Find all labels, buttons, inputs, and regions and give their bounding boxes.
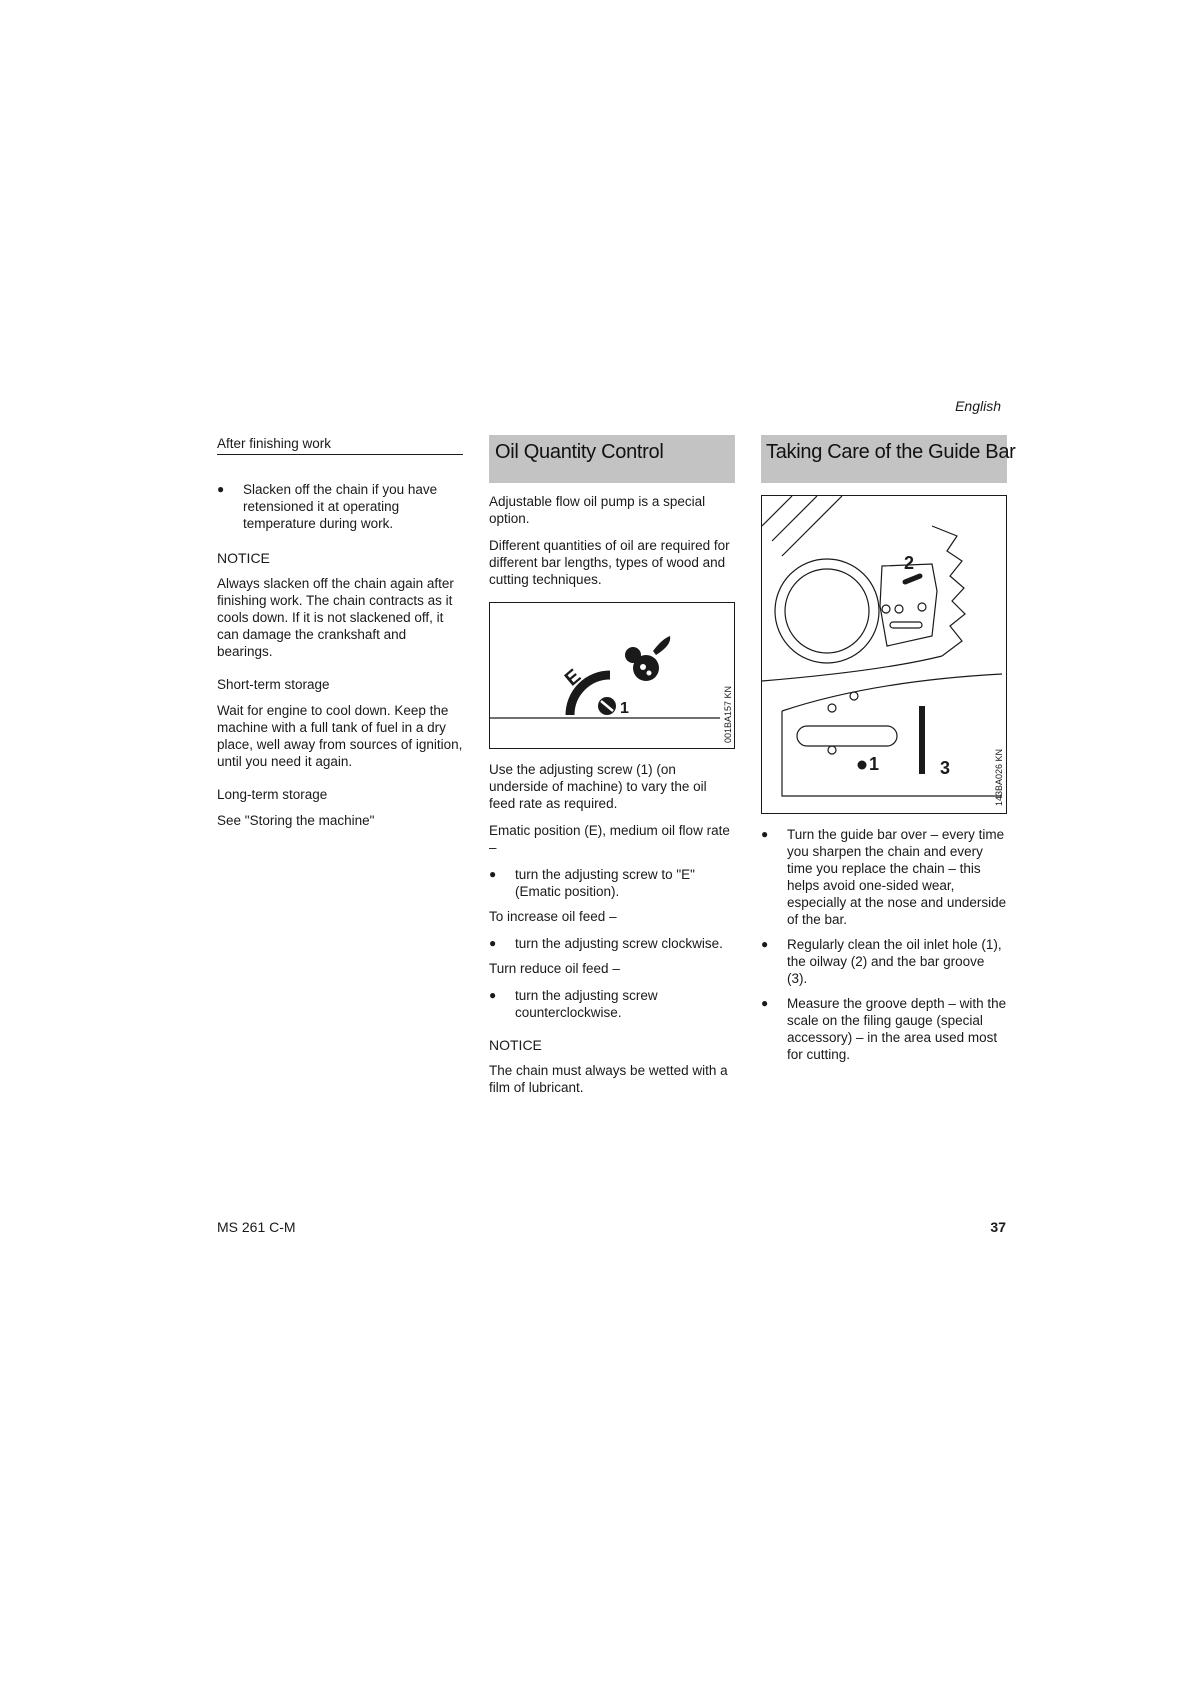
paragraph-ematic-position: Ematic position (E), medium oil flow rate – — [489, 823, 730, 855]
oil-pump-drawing — [490, 603, 733, 747]
bullet-slacken-chain: ● Slacken off the chain if you have retensioned it at operating temperature during work. — [217, 481, 463, 532]
callout-1: 1 — [620, 700, 629, 717]
callout-2: 2 — [904, 553, 915, 573]
column-guide-bar-care — [761, 435, 1016, 1071]
language-label: English — [955, 398, 1001, 414]
bullet-list — [217, 481, 463, 532]
bullet-measure-groove: ● Measure the groove depth – with the scale on the filing gauge (special accessory) – in the area used most for cutting. — [761, 995, 1007, 1063]
guide-bar-drawing — [762, 496, 1005, 812]
page-number: 37 — [990, 1219, 1006, 1235]
paragraph-adjusting-screw: Use the adjusting screw (1) (on underside of machine) to vary the oil feed rate as required. — [489, 762, 707, 811]
figure-code-guide-bar: 143BA026 KN — [994, 748, 1004, 806]
footer-model: MS 261 C-M — [217, 1219, 296, 1235]
bullet-list-guide-bar — [761, 826, 1007, 1063]
bullet-clean-oil-inlet: ● Regularly clean the oil inlet hole (1), the oilway (2) and the bar groove (3). — [761, 936, 1007, 987]
heading-short-term-storage: Short-term storage — [217, 677, 330, 692]
section-title-guide-bar: Taking Care of the Guide Bar — [761, 435, 1007, 483]
column-after-finishing-work — [217, 435, 463, 839]
bullet-list-increase — [489, 935, 735, 952]
heading-long-term-storage: Long-term storage — [217, 787, 328, 802]
oil-pump-adjustment-illustration — [489, 602, 735, 749]
chain-oil-icon — [625, 636, 670, 681]
paragraph-special-option: Adjustable flow oil pump is a special option. — [489, 494, 706, 526]
notice-label-oil: NOTICE — [489, 1037, 542, 1053]
bullet-list-ematic — [489, 866, 735, 900]
notice-label: NOTICE — [217, 550, 270, 566]
bullet-turn-guide-bar: ● Turn the guide bar over – every time you sharpen the chain and every time you replace the chain – this helps avoid one-sided wear, especially at the nose and underside of the bar. — [761, 826, 1007, 928]
long-term-storage-text: See "Storing the machine" — [217, 813, 375, 828]
bullet-turn-to-e: ● turn the adjusting screw to "E" (Ematic position). — [489, 866, 735, 900]
callout-3: 3 — [940, 758, 951, 778]
callout-1-guide: 1 — [869, 754, 880, 774]
adjusting-screw-icon — [598, 697, 616, 715]
paragraph-oil-quantities: Different quantities of oil are required for different bar lengths, types of wood and cutting techniques. — [489, 538, 730, 587]
short-term-storage-text: Wait for engine to cool down. Keep the machine with a full tank of fuel in a dry place, well away from sources of ignition, until you need it again. — [217, 703, 463, 769]
dial-e-label: E — [560, 665, 586, 691]
figure-code: 001BA157 KN — [723, 685, 733, 743]
section-title-oil-quantity-control: Oil Quantity Control — [489, 435, 735, 483]
notice-text-oil: The chain must always be wetted with a film of lubricant. — [489, 1063, 728, 1095]
heading-after-finishing-work: After finishing work — [217, 435, 463, 455]
paragraph-increase-oil: To increase oil feed – — [489, 909, 617, 924]
column-oil-quantity-control — [489, 435, 735, 1106]
oilway-marker — [905, 576, 920, 582]
guide-bar-illustration — [761, 495, 1007, 814]
bullet-clockwise: ● turn the adjusting screw clockwise. — [489, 935, 735, 952]
notice-text: Always slacken off the chain again after finishing work. The chain contracts as it cools down. If it is not slackened off, it can damage the crankshaft and bearings. — [217, 576, 454, 659]
paragraph-reduce-oil: Turn reduce oil feed – — [489, 961, 620, 976]
machine-body-outline — [762, 496, 1002, 796]
bullet-list-reduce — [489, 987, 735, 1021]
bullet-counterclockwise: ● turn the adjusting screw counterclockwise. — [489, 987, 735, 1021]
oil-inlet-hole-marker — [858, 761, 867, 770]
